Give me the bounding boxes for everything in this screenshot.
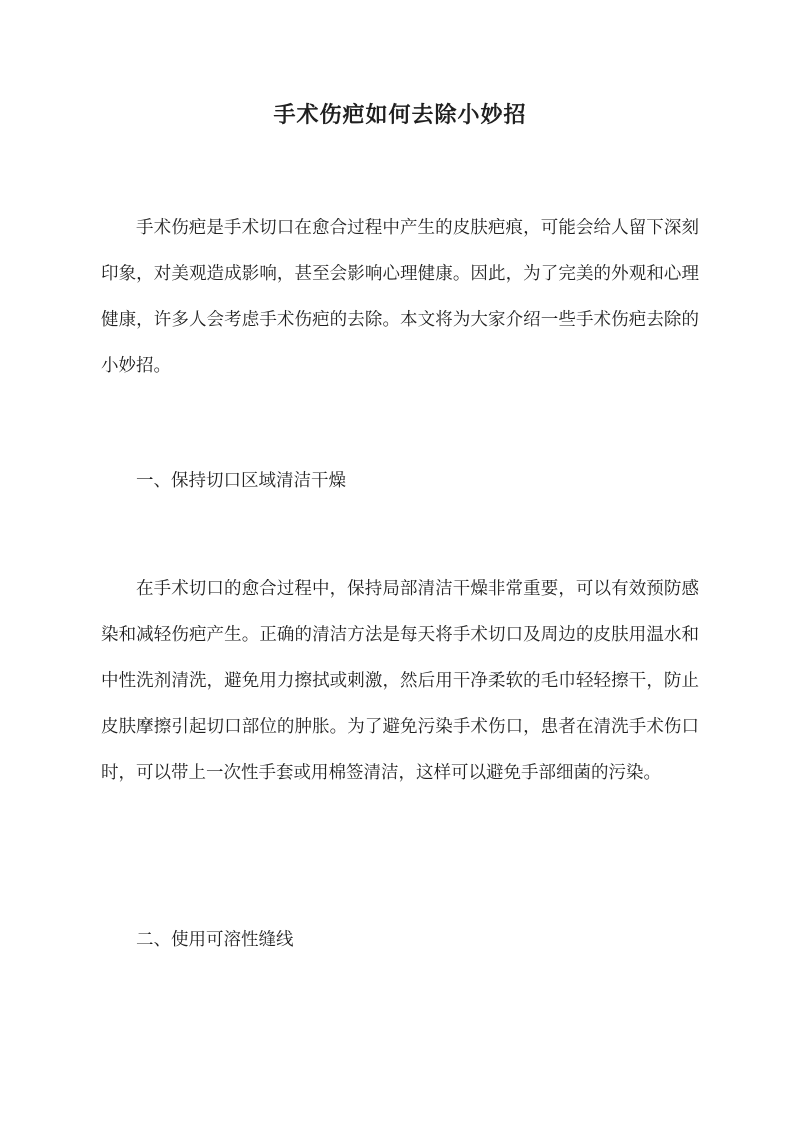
intro-paragraph: 手术伤疤是手术切口在愈合过程中产生的皮肤疤痕，可能会给人留下深刻印象，对美观造成影响，甚至会影响心理健康。因此，为了完美的外观和心理健康，许多人会考虑手术伤疤的去除。本文将为大家介绍一些手术伤疤去除的小妙招。 <box>101 218 699 376</box>
section-heading-1: 一、保持切口区域清洁干燥 <box>136 471 346 491</box>
page-title: 手术伤疤如何去除小妙招 <box>273 102 527 128</box>
section-heading-2: 二、使用可溶性缝线 <box>136 930 294 950</box>
section-body-1: 在手术切口的愈合过程中，保持局部清洁干燥非常重要，可以有效预防感染和减轻伤疤产生。正确的清洁方法是每天将手术切口及周边的皮肤用温水和中性洗剂清洗，避免用力擦拭或刺激，然后用干净柔软的毛巾轻轻擦干，防止皮肤摩擦引起切口部位的肿胀。为了避免污染手术伤口，患者在清洗手术伤口时，可以带上一次性手套或用棉签清洁，这样可以避免手部细菌的污染。 <box>101 579 699 783</box>
